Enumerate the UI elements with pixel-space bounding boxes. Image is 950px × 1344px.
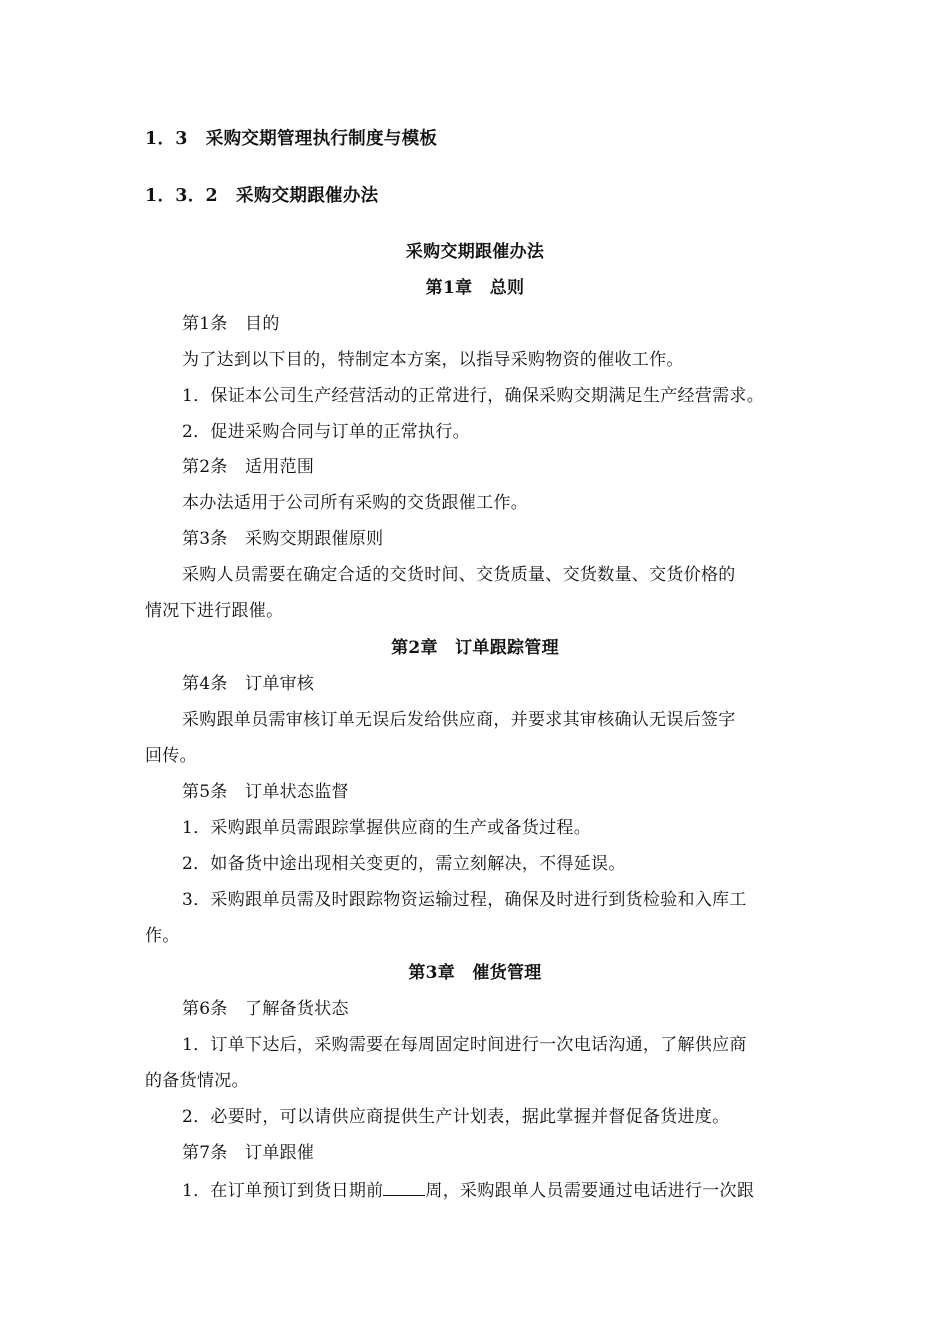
- article-6-heading: 第6条 了解备货状态: [182, 999, 349, 1019]
- article-5-item-1: 1．采购跟单员需跟踪掌握供应商的生产或备货过程。: [182, 818, 592, 838]
- chapter-1-title: 第1章 总则: [425, 278, 525, 298]
- subsection-number: 1．3．2: [145, 186, 219, 206]
- article-4-heading: 第4条 订单审核: [182, 674, 315, 694]
- fill-in-blank: [383, 1178, 425, 1196]
- article-7-item-1: [182, 1178, 852, 1202]
- chapter-2-title: 第2章 订单跟踪管理: [391, 638, 559, 658]
- article-1-item-1: 1．保证本公司生产经营活动的正常进行，确保采购交期满足生产经营需求。: [182, 386, 765, 406]
- article-2-heading: 第2条 适用范围: [182, 457, 315, 477]
- subsection-title-text: 采购交期跟催办法: [236, 186, 379, 206]
- article-7-item-1-after-blank: 周，采购跟单人员需要通过电话进行一次跟: [425, 1181, 755, 1201]
- article-6-item-1-line-2: 的备货情况。: [145, 1071, 249, 1091]
- article-5-heading: 第5条 订单状态监督: [182, 782, 349, 802]
- article-5-item-3-line-1: 3．采购跟单员需及时跟踪物资运输过程，确保及时进行到货检验和入库工: [182, 890, 747, 910]
- article-6-item-1-line-1: 1．订单下达后，采购需要在每周固定时间进行一次电话沟通，了解供应商: [182, 1035, 747, 1055]
- article-3-heading: 第3条 采购交期跟催原则: [182, 529, 384, 549]
- article-7-item-1-before-blank: 1．在订单预订到货日期前: [182, 1181, 384, 1201]
- chapter-3-title: 第3章 催货管理: [408, 963, 542, 983]
- article-5-item-2: 2．如备货中途出现相关变更的，需立刻解决，不得延误。: [182, 854, 626, 874]
- section-number: 1．3: [145, 129, 188, 149]
- subsection-title: [145, 185, 815, 207]
- article-4-body-line-1: 采购跟单员需审核订单无误后发给供应商，并要求其审核确认无误后签字: [182, 710, 736, 730]
- section-title: [145, 128, 815, 150]
- article-1-item-2: 2．促进采购合同与订单的正常执行。: [182, 422, 470, 442]
- article-1-heading: 第1条 目的: [182, 314, 280, 334]
- section-title-text: 采购交期管理执行制度与模板: [205, 129, 438, 149]
- article-4-body-line-2: 回传。: [145, 746, 197, 766]
- article-7-heading: 第7条 订单跟催: [182, 1143, 315, 1163]
- article-2-body: 本办法适用于公司所有采购的交货跟催工作。: [182, 493, 528, 513]
- article-3-body-line-1: 采购人员需要在确定合适的交货时间、交货质量、交货数量、交货价格的: [182, 565, 736, 585]
- article-5-item-3-line-2: 作。: [145, 926, 180, 946]
- article-3-body-line-2: 情况下进行跟催。: [145, 601, 284, 621]
- document-title: 采购交期跟催办法: [405, 242, 545, 262]
- article-6-item-2: 2．必要时，可以请供应商提供生产计划表，据此掌握并督促备货进度。: [182, 1107, 730, 1127]
- article-1-intro: 为了达到以下目的，特制定本方案，以指导采购物资的催收工作。: [182, 350, 684, 370]
